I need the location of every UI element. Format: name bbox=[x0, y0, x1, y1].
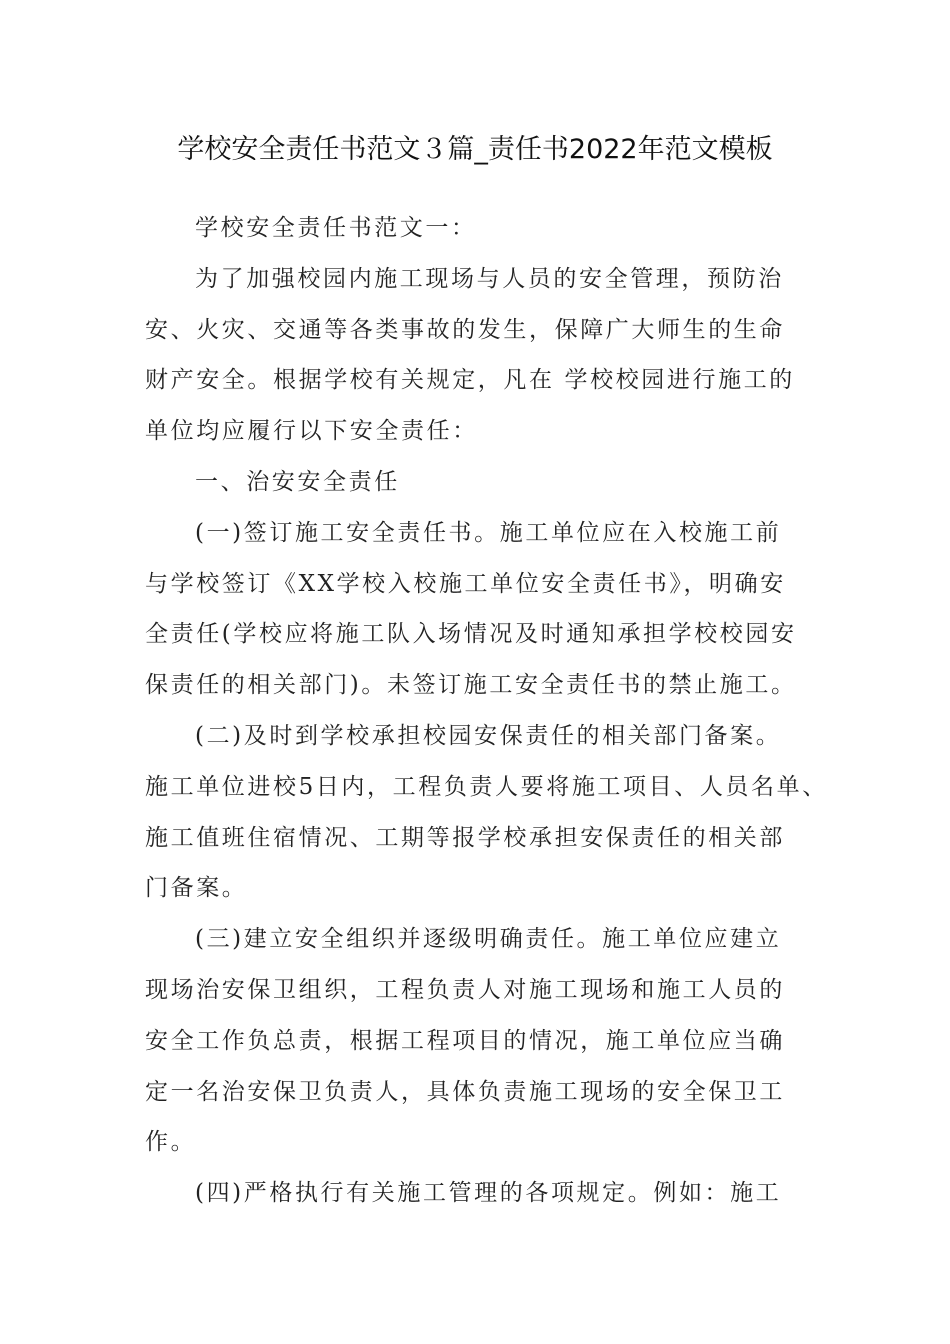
paragraph-line: (四)严格执行有关施工管理的各项规定。例如：施工 bbox=[195, 1180, 782, 1207]
paragraph-line: (三)建立安全组织并逐级明确责任。施工单位应建立 bbox=[195, 926, 782, 953]
paragraph-line: 单位均应履行以下安全责任： bbox=[145, 418, 478, 445]
section-heading: 学校安全责任书范文一： bbox=[195, 215, 477, 241]
paragraph-line: 现场治安保卫组织，工程负责人对施工现场和施工人员的 bbox=[145, 976, 785, 1003]
paragraph-line: 定一名治安保卫负责人，具体负责施工现场的安全保卫工 bbox=[145, 1078, 785, 1105]
paragraph-line: (二)及时到学校承担校园安保责任的相关部门备案。 bbox=[195, 722, 782, 749]
paragraph-line: 安、火灾、交通等各类事故的发生，保障广大师生的生命 bbox=[145, 316, 785, 343]
paragraph-line: 为了加强校园内施工现场与人员的安全管理，预防治 bbox=[195, 265, 784, 292]
paragraph-line: 门备案。 bbox=[145, 875, 248, 902]
section-heading: 一、治安安全责任 bbox=[195, 468, 400, 495]
document-body bbox=[145, 203, 828, 1219]
paragraph-line: (一)签订施工安全责任书。施工单位应在入校施工前 bbox=[195, 519, 782, 546]
paragraph-line: 安全工作负总责，根据工程项目的情况，施工单位应当确 bbox=[145, 1027, 785, 1054]
document-title: 学校安全责任书范文３篇_责任书2022年范文模板 bbox=[177, 134, 773, 165]
paragraph-line: 财产安全。根据学校有关规定，凡在 学校校园进行施工的 bbox=[145, 367, 795, 394]
paragraph-line: 施工单位进校5日内，工程负责人要将施工项目、人员名单、 bbox=[145, 773, 828, 800]
paragraph-line: 作。 bbox=[145, 1129, 197, 1156]
paragraph-line: 全责任(学校应将施工队入场情况及时通知承担学校校园安 bbox=[145, 621, 797, 648]
paragraph-line: 施工值班住宿情况、工期等报学校承担安保责任的相关部 bbox=[145, 824, 785, 851]
paragraph-line: 保责任的相关部门)。未签订施工安全责任书的禁止施工。 bbox=[145, 672, 797, 699]
paragraph-line: 与学校签订《XX学校入校施工单位安全责任书》，明确安 bbox=[145, 570, 786, 597]
